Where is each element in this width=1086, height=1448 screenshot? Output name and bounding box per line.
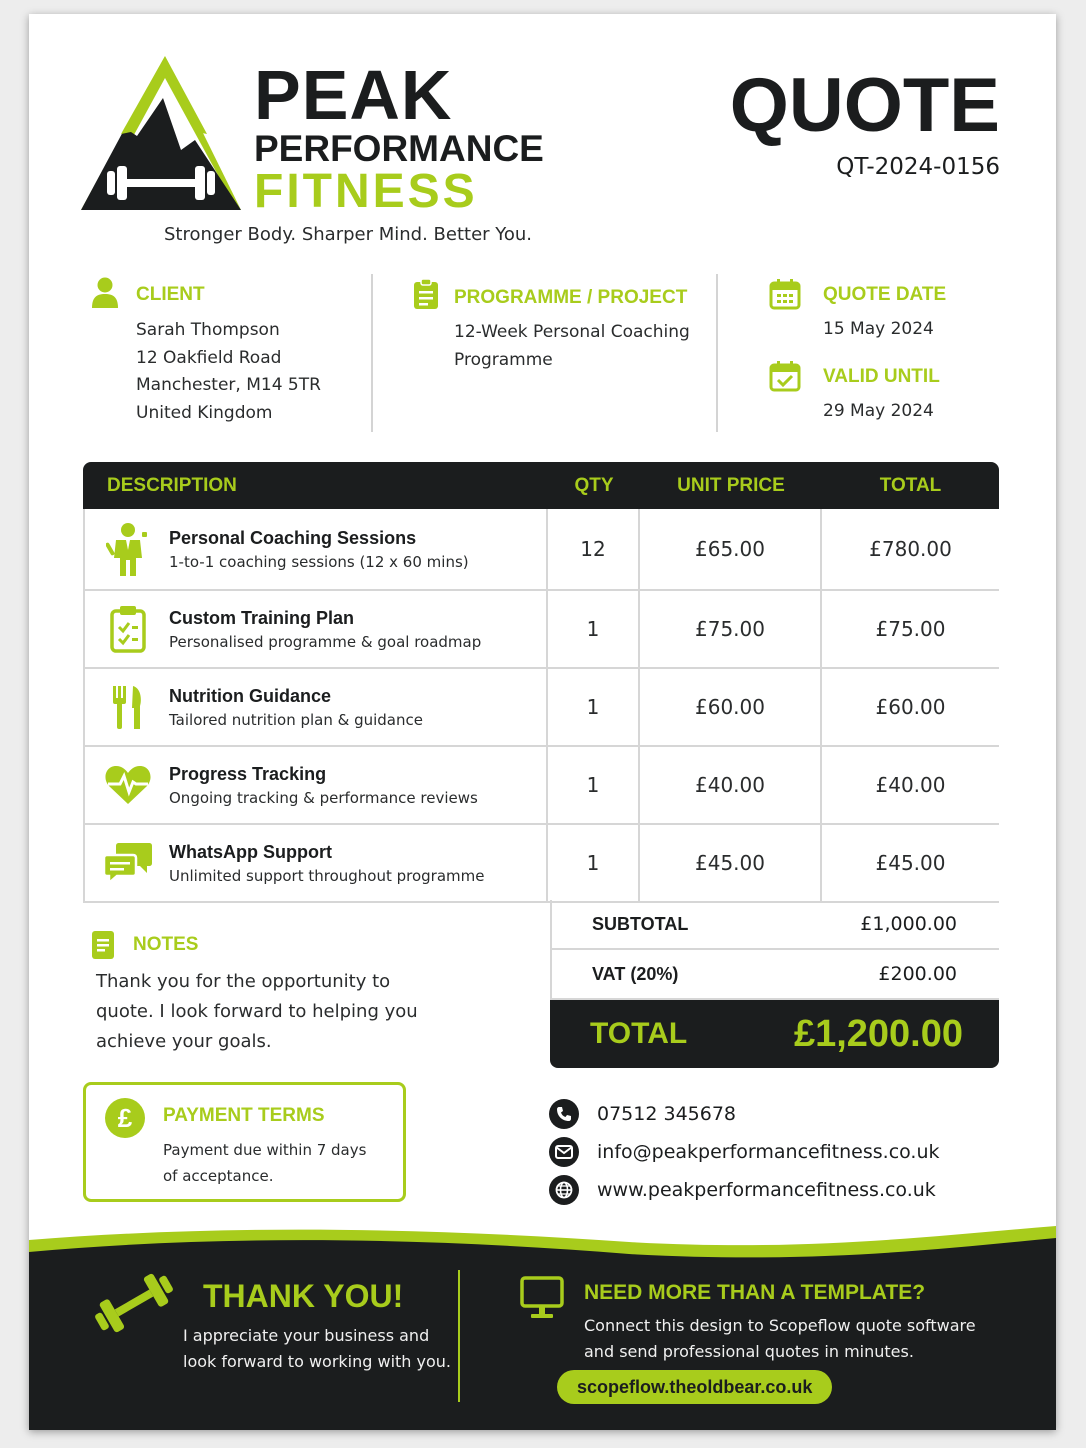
payment-terms-box xyxy=(83,1082,406,1202)
notes-label: NOTES xyxy=(133,934,199,955)
item-subtitle: Unlimited support throughout programme xyxy=(169,866,485,885)
monitor-icon xyxy=(520,1276,564,1320)
column-header-qty: QTY xyxy=(548,462,640,509)
info-divider xyxy=(371,274,373,432)
quote-date-label: QUOTE DATE xyxy=(823,284,947,305)
pound-icon: £ xyxy=(105,1098,145,1138)
subtotal-row xyxy=(550,900,999,950)
envelope-icon xyxy=(549,1137,579,1167)
info-divider xyxy=(716,274,718,432)
column-header-total: TOTAL xyxy=(822,462,999,509)
grand-total-label: TOTAL xyxy=(590,1017,688,1050)
clipboard-check-icon xyxy=(99,599,157,659)
promo-link-button[interactable]: scopeflow.theoldbear.co.uk xyxy=(557,1370,832,1404)
total-cell: £45.00 xyxy=(822,825,999,903)
phone-number: 07512 345678 xyxy=(597,1103,737,1125)
table-row xyxy=(83,509,999,591)
notes-text xyxy=(96,967,418,1057)
quote-date-value: 15 May 2024 xyxy=(823,319,934,339)
quote-page xyxy=(29,14,1056,1430)
email-address[interactable]: info@peakperformancefitness.co.uk xyxy=(597,1141,940,1163)
column-header-description: DESCRIPTION xyxy=(83,462,548,509)
client-address xyxy=(136,317,321,427)
valid-until-label: VALID UNTIL xyxy=(823,366,940,387)
website-url[interactable]: www.peakperformancefitness.co.uk xyxy=(597,1179,936,1201)
unit-price-cell: £75.00 xyxy=(640,591,822,669)
item-subtitle: Personalised programme & goal roadmap xyxy=(169,632,482,651)
table-header-row xyxy=(83,462,999,509)
qty-cell: 12 xyxy=(548,509,640,591)
client-name: Sarah Thompson xyxy=(136,320,280,340)
contact-phone xyxy=(549,1095,940,1133)
dumbbell-icon xyxy=(89,1272,179,1334)
payment-terms-line: Payment due within 7 days xyxy=(163,1141,367,1159)
qty-cell: 1 xyxy=(548,591,640,669)
promo-text xyxy=(584,1313,976,1365)
user-icon xyxy=(91,276,119,308)
total-cell: £75.00 xyxy=(822,591,999,669)
description-cell xyxy=(83,509,548,591)
item-title: Personal Coaching Sessions xyxy=(169,527,417,548)
subtotal-value: £1,000.00 xyxy=(860,913,957,935)
vat-label: VAT (20%) xyxy=(592,963,679,984)
payment-terms-label: PAYMENT TERMS xyxy=(163,1105,325,1126)
client-street: 12 Oakfield Road xyxy=(136,347,282,368)
chat-bubbles-icon xyxy=(99,833,157,893)
description-cell xyxy=(83,825,548,903)
grand-total-row xyxy=(550,1000,999,1068)
item-subtitle: Ongoing tracking & performance reviews xyxy=(169,788,478,807)
brand-tagline: Stronger Body. Sharper Mind. Better You. xyxy=(164,224,533,245)
brand-name-line2: PERFORMANCE xyxy=(254,128,544,169)
client-label: CLIENT xyxy=(136,284,205,305)
total-cell: £40.00 xyxy=(822,747,999,825)
grand-total-value: £1,200.00 xyxy=(793,1012,963,1055)
table-row xyxy=(83,669,999,747)
unit-price-cell: £65.00 xyxy=(640,509,822,591)
phone-icon xyxy=(549,1099,579,1129)
item-subtitle: Tailored nutrition plan & guidance xyxy=(169,710,423,729)
unit-price-cell: £45.00 xyxy=(640,825,822,903)
column-header-unit-price: UNIT PRICE xyxy=(640,462,822,509)
calendar-check-icon xyxy=(769,360,801,392)
payment-terms-line: of acceptance. xyxy=(163,1167,274,1185)
payment-terms-text xyxy=(163,1137,366,1189)
client-city: Manchester, M14 5TR xyxy=(136,375,321,395)
programme-name xyxy=(454,319,690,374)
notes-line: achieve your goals. xyxy=(96,1031,272,1052)
unit-price-cell: £40.00 xyxy=(640,747,822,825)
vat-value: £200.00 xyxy=(878,963,957,985)
line-items-table xyxy=(83,462,999,903)
programme-line: Programme xyxy=(454,349,553,370)
contact-email xyxy=(549,1133,940,1171)
item-title: Nutrition Guidance xyxy=(169,685,331,706)
clipboard-icon xyxy=(413,278,439,310)
total-cell: £780.00 xyxy=(822,509,999,591)
brand-name-line3: FITNESS xyxy=(254,165,478,218)
table-row xyxy=(83,825,999,903)
thank-you-text xyxy=(183,1323,451,1375)
globe-icon xyxy=(549,1175,579,1205)
thank-you-title: THANK YOU! xyxy=(203,1278,404,1314)
item-title: WhatsApp Support xyxy=(169,841,332,862)
heartbeat-icon xyxy=(99,755,157,815)
table-row xyxy=(83,747,999,825)
notes-line: Thank you for the opportunity to xyxy=(96,971,391,992)
qty-cell: 1 xyxy=(548,825,640,903)
description-cell xyxy=(83,669,548,747)
subtotal-label: SUBTOTAL xyxy=(592,913,689,934)
total-cell: £60.00 xyxy=(822,669,999,747)
contact-website xyxy=(549,1171,940,1209)
thank-you-line: I appreciate your business and xyxy=(183,1326,430,1345)
description-cell xyxy=(83,591,548,669)
promo-line: Connect this design to Scopeflow quote software xyxy=(584,1316,976,1335)
quote-number: QT-2024-0156 xyxy=(836,154,1000,180)
programme-line: 12-Week Personal Coaching xyxy=(454,322,690,342)
coach-icon xyxy=(99,519,157,579)
document-title: QUOTE xyxy=(729,63,1000,148)
fork-knife-icon xyxy=(99,677,157,737)
vat-row xyxy=(550,950,999,1000)
qty-cell: 1 xyxy=(548,669,640,747)
programme-label: PROGRAMME / PROJECT xyxy=(454,287,688,308)
document-icon xyxy=(92,931,114,959)
totals-block xyxy=(550,900,999,1068)
mountain-dumbbell-logo-icon xyxy=(77,54,247,214)
notes-line: quote. I look forward to helping you xyxy=(96,1001,418,1022)
unit-price-cell: £60.00 xyxy=(640,669,822,747)
valid-until-value: 29 May 2024 xyxy=(823,401,934,421)
client-country: United Kingdom xyxy=(136,402,273,423)
table-row xyxy=(83,591,999,669)
description-cell xyxy=(83,747,548,825)
promo-title: NEED MORE THAN A TEMPLATE? xyxy=(584,1281,926,1304)
qty-cell: 1 xyxy=(548,747,640,825)
contact-block xyxy=(549,1095,940,1209)
item-subtitle: 1-to-1 coaching sessions (12 x 60 mins) xyxy=(169,552,469,571)
brand-name-line1: PEAK xyxy=(254,56,453,134)
thank-you-line: look forward to working with you. xyxy=(183,1352,452,1371)
calendar-icon xyxy=(769,278,801,310)
footer-divider xyxy=(458,1270,460,1402)
promo-line: and send professional quotes in minutes. xyxy=(584,1342,914,1361)
item-title: Progress Tracking xyxy=(169,763,327,784)
item-title: Custom Training Plan xyxy=(169,607,355,628)
